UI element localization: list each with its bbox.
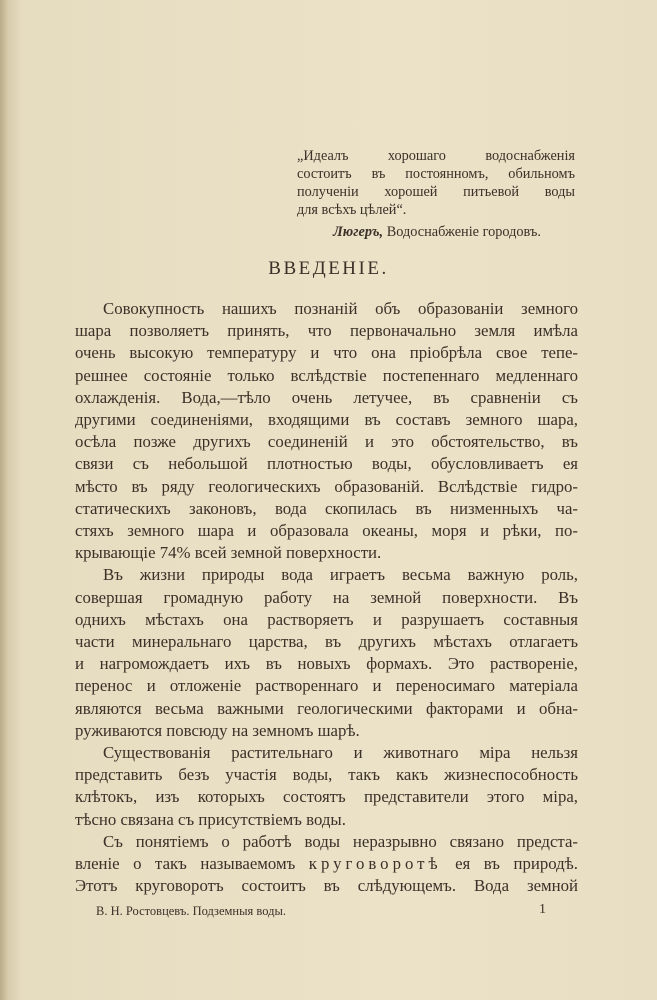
epigraph-source: Водоснабженіе городовъ.: [386, 224, 541, 240]
text-line: представить безъ участія воды, такъ какъ жизнеспособность: [75, 765, 578, 785]
text-line: Съ понятіемъ о работѣ воды неразрывно связано предста-: [103, 831, 578, 851]
epigraph-line: „Идеалъ хорошаго водоснабженія: [297, 148, 575, 164]
paragraph-2: [75, 564, 578, 742]
paragraph-4: [75, 831, 578, 898]
footer-signature: В. Н. Ростовцевъ. Подземныя воды.: [96, 904, 286, 918]
text-line: руживаются повсюду на земномъ шарѣ.: [75, 720, 360, 740]
text-line: однихъ мѣстахъ она растворяетъ и разрушаетъ составныя: [75, 609, 578, 629]
text-line: крывающіе 74% всей земной поверхности.: [75, 543, 382, 563]
text-line: и нагромождаетъ ихъ въ новыхъ формахъ. Это раствореніе,: [75, 654, 578, 674]
epigraph-line: полученіи хорошей питьевой воды: [297, 184, 575, 200]
text-line: другими соединеніями, входящими въ составъ земного шара,: [75, 410, 578, 430]
text-line: охлажденія. Вода,—тѣло очень летучее, въ сравненіи съ: [75, 387, 578, 407]
paragraph-3: [75, 742, 578, 831]
page-number: 1: [539, 902, 546, 917]
text-line: шара позволяетъ принять, что первоначально земля имѣла: [75, 321, 578, 341]
text-line: связи съ небольшой плотностью воды, обусловливаетъ ея: [75, 454, 578, 474]
text-line: Существованія растительнаго и животнаго міра нельзя: [103, 743, 578, 763]
text-line: Совокупность нашихъ познаній объ образованіи земного: [103, 299, 578, 318]
body-text: [75, 298, 578, 897]
epigraph-quote: [297, 147, 575, 219]
text-segment: ея въ природѣ.: [455, 854, 578, 874]
epigraph-attribution: [333, 224, 541, 241]
paragraph-1: [75, 298, 578, 564]
text-line: Этотъ круговоротъ состоитъ въ слѣдующемъ. Вода земной: [75, 876, 578, 896]
text-line: являются весьма важными геологическими факторами и обна-: [75, 698, 578, 718]
epigraph-line: для всѣхъ цѣлей“.: [297, 202, 407, 218]
text-line: статическихъ законовъ, вода скопилась въ низменныхъ ча-: [75, 498, 578, 518]
epigraph-line: состоитъ въ постоянномъ, обильномъ: [297, 166, 575, 182]
text-line: части минеральнаго царства, въ другихъ мѣстахъ отлагаетъ: [75, 632, 578, 652]
text-line: решнее состояніе только вслѣдствіе постепеннаго медленнаго: [75, 365, 578, 385]
text-segment: вленіе о такъ называемомъ: [75, 854, 296, 874]
text-line: мѣсто въ ряду геологическихъ образованій. Вслѣдствіе гидро-: [75, 476, 578, 496]
text-line: стяхъ земного шара и образовала океаны, моря и рѣки, по-: [75, 521, 578, 541]
text-line: осѣла позже другихъ соединеній и это обстоятельство, въ: [75, 432, 578, 452]
epigraph-author: Люгеръ,: [333, 224, 384, 240]
text-line: очень высокую температуру и что она пріобрѣла свое тепе-: [75, 343, 578, 363]
text-line: [75, 853, 578, 875]
emphasized-term: круговоротѣ: [308, 854, 442, 874]
chapter-title: ВВЕДЕНІЕ.: [268, 258, 389, 279]
text-line: клѣтокъ, изъ которыхъ состоятъ представители этого міра,: [75, 787, 578, 807]
text-line: тѣсно связана съ присутствіемъ воды.: [75, 809, 346, 829]
text-line: Въ жизни природы вода играетъ весьма важную роль,: [103, 565, 578, 585]
text-line: перенос и отложеніе раствореннаго и переносимаго матеріала: [75, 676, 578, 696]
text-line: совершая громадную работу на земной поверхности. Въ: [75, 587, 578, 607]
